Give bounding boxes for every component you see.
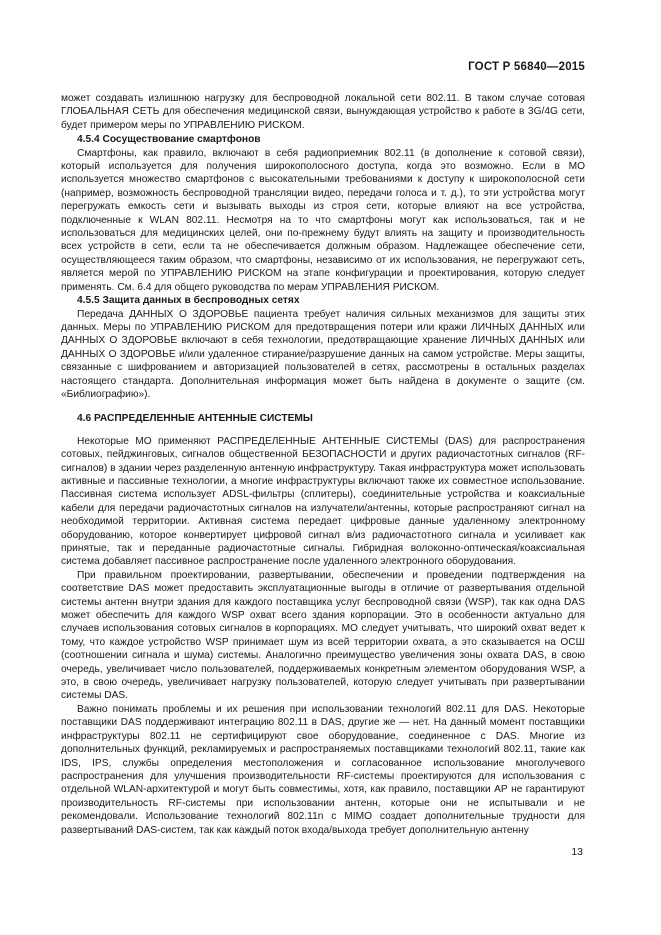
paragraph: Смартфоны, как правило, включают в себя радиоприемник 802.11 (в дополнение к сотовой связи), который используется для получения широкополосного доступа, когда это возможно. Если в МО используется множество смартфонов с высокательными требованиями к доступу к широкополосной сети (например, возможность беспроводной трансляции видео, передачи голоса и т. д.), то эти устройства могут перегружать емкость сети и вызывать выходы из строя сети, которые влияют на все устройства, подключенные к WLAN 802.11. Несмотря на то что смартфоны могут как использоваться, так и не использоваться для медицинских целей, они по-прежнему будут влиять на защиту и производительность всех устройств в сети, если та не обеспечивается должным образом. Надлежащее обеспечение сети, осуществляющееся таким образом, что смартфоны, независимо от их использования, не перегружают сеть, является мерой по УПРАВЛЕНИЮ РИСКОМ на этапе конфигурации и проектирования, которую следует применять. См. 6.4 для общего руководства по мерам УПРАВЛЕНИЯ РИСКОМ. — [61, 147, 585, 293]
section-heading-4-5-4: 4.5.4 Сосуществование смартфонов — [77, 134, 261, 146]
section-heading-4-5-5: 4.5.5 Защита данных в беспроводных сетях — [77, 295, 300, 307]
paragraph: Передача ДАННЫХ О ЗДОРОВЬЕ пациента требует наличия сильных механизмов для защиты этих данных. Меры по УПРАВЛЕНИЮ РИСКОМ для предотвращения потери или кражи ЛИЧНЫХ ДАННЫХ или ДАННЫХ О ЗДОРОВЬЕ включают в себя технологии, предотвращающие хранение ЛИЧНЫХ ДАННЫХ или ДАННЫХ О ЗДОРОВЬЕ и/или удаленное стирание/разрушение данных на самом устройстве. Меры защиты, связанные с шифрованием и авторизацией пользователей в сетях, рассмотрены в остальных разделах настоящего стандарта. Дополнительная информация может быть найдена в документе о защите (см. «Библиографию»). — [61, 308, 585, 400]
paragraph: может создавать излишнюю нагрузку для беспроводной локальной сети 802.11. В таком случае сотовая ГЛОБАЛЬНАЯ СЕТЬ для обеспечения медицинской связи, вынуждающая устройство к работе в 3G/4G сети, будет примером меры по УПРАВЛЕНИЮ РИСКОМ. — [61, 93, 585, 131]
page-content — [61, 92, 585, 837]
paragraph: При правильном проектировании, развертывании, обеспечении и проведении подтверждения на соответствие DAS может предоставить эксплуатационные выгоды в отличие от развертывания отдельной системы антенн внутри здания для каждого поставщика услуг беспроводной связи (WSP), так как одна DAS может обеспечить для каждого WSP охват всего здания корпорации. Это в особенности актуально для случаев использования сотовых сигналов в корпорациях. МО следует учитывать, что широкий охват ведет к тому, что каждое устройство WSP принимает шум из всей территории охвата, а это сказывается на ОСШ (соотношении сигнала и шума) системы. Аналогично преимущество увеличения зоны охвата DAS, в свою очередь, увеличивает число пользователей, поддерживаемых конкретным элементом оборудования WSP, а это, в свою очередь, увеличивает нагрузку пользователей, которую следует учитывать при развертывании системы DAS. — [61, 569, 585, 702]
paragraph: Некоторые МО применяют РАСПРЕДЕЛЕННЫЕ АНТЕННЫЕ СИСТЕМЫ (DAS) для распространения сотовых, пейджинговых, сигналов общественной БЕЗОПАСНОСТИ и других радиочастотных сигналов (RF-сигналов) в здании через разделенную антенную инфраструктуру. Такая инфраструктура может использовать активные и пассивные технологии, а многие инфраструктуры включают также их совместное использование. Пассивная система использует ADSL-фильтры (сплитеры), соединительные устройства и коаксиальные кабели для передачи радиочастотных сигналов на излучатели/антенны, которые распространяют сигнал на необходимой территории. Активная система передает цифровые данные удаленному электронному оборудованию, которое конвертирует цифровой сигнал в/из радиочастотного сигнала и усиливает как принятые, так и переданные радиочастотные сигналы. Гибридная волоконно-оптическая/коаксиальная система добавляет пассивное распространение после удаленного электронного оборудования. — [61, 435, 585, 568]
page-number: 13 — [571, 846, 583, 858]
document-header: ГОСТ Р 56840—2015 — [468, 61, 585, 73]
paragraph: Важно понимать проблемы и их решения при использовании технологий 802.11 для DAS. Некоторые поставщики DAS поддерживают интеграцию 802.11 в DAS, другие же — нет. На данный момент поставщики инфраструктуры 802.11 не сертифицируют свое оборудование, соединенное с DAS. Многие из дополнительных функций, рекламируемых и распространяемых поставщиками технологий 802.11, такие как IDS, IPS, службы определения местоположения и согласованное использование многолучевого распространения для улучшения производительности RF-системы проектируются для использования с отдельной WLAN-архитектурой и могут быть совместимы, хотя, как правило, поставщики АР не гарантируют производительность RF-системы при использовании антенн, которые они не испытывали и не рекомендовали. Использование технологий 802.11n с MIMO создает дополнительные трудности для развертываний DAS-систем, так как каждый поток входа/выхода требует дополнительную антенну — [61, 703, 585, 836]
section-heading-4-6: 4.6 РАСПРЕДЕЛЕННЫЕ АНТЕННЫЕ СИСТЕМЫ — [77, 413, 313, 425]
